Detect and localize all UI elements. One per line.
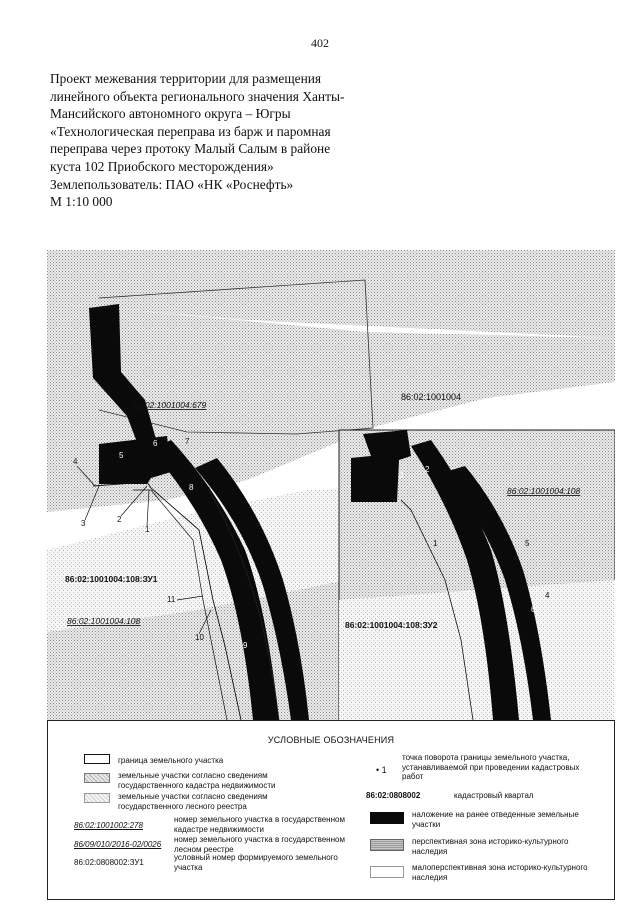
- turn-point-label: 4: [73, 457, 78, 466]
- legend-conditional-text: условный номер формируемого земельного участка: [174, 853, 338, 872]
- legend-gkn-code: 86:02:1001002:278: [74, 821, 143, 830]
- legend-gkn-text: земельные участки согласно сведениям государственного кадастра недвижимости: [118, 771, 276, 790]
- legend-forest-swatch: [84, 793, 110, 803]
- title-line: куста 102 Приобского месторождения»: [50, 158, 274, 174]
- legend-gkn-number-text: номер земельного участка в государственном кадастре недвижимости: [174, 815, 345, 834]
- turn-point-label: 6: [531, 605, 536, 614]
- title-line: «Технологическая переправа из барж и паромная: [50, 123, 331, 139]
- zu2-label: 86:02:1001004:108:ЗУ2: [345, 620, 438, 630]
- legend-quarter-code: 86:02:0808002: [366, 791, 421, 800]
- legend-title: УСЛОВНЫЕ ОБОЗНАЧЕНИЯ: [267, 735, 395, 745]
- turn-point-label: 5: [119, 451, 124, 460]
- legend-gkn-swatch: [84, 773, 110, 783]
- turn-point-label: 5: [525, 539, 530, 548]
- legend-quarter-text: кадастровый квартал: [454, 791, 534, 800]
- title-block: [50, 70, 380, 211]
- inset-band-light: [339, 580, 615, 720]
- turn-point-label: 1: [433, 539, 438, 548]
- turn-point-label: 3: [81, 519, 86, 528]
- turn-point-label: 8: [189, 483, 194, 492]
- legend-perspective-text: перспективная зона историко-культурного наследия: [412, 837, 569, 856]
- map-svg: [47, 250, 615, 720]
- turn-point-label: 9: [243, 641, 248, 650]
- legend-forest-code: 86/09/010/2016-02/0026: [74, 840, 162, 849]
- turn-point-label: 2: [425, 465, 430, 474]
- legend-turn-point-symbol: • 1: [376, 765, 387, 775]
- turn-point-label: 6: [153, 439, 158, 448]
- legend: [47, 720, 615, 900]
- quarter-label: 86:02:1001004: [401, 392, 462, 402]
- legend-forest-text: земельные участки согласно сведениям государственного лесного реестра: [118, 792, 268, 811]
- title-line: Землепользователь: ПАО «НК «Роснефть»: [50, 176, 294, 192]
- title-line: линейного объекта регионального значения Ханты-: [50, 88, 345, 104]
- turn-point-label: 11: [167, 595, 176, 604]
- legend-forest-number-text: номер земельного участка в государственном лесном реестре: [174, 835, 345, 854]
- parcel-label-108-right: 86:02:1001004:108: [507, 486, 581, 496]
- legend-low-perspective-text: малоперспективная зона историко-культурного наследия: [412, 863, 588, 882]
- title-line: М 1:10 000: [50, 194, 113, 210]
- title-line: Мансийского автономного округа – Югры: [50, 106, 291, 122]
- turn-point-label: 7: [185, 437, 190, 446]
- turn-point-label: 2: [117, 515, 122, 524]
- parcel-label-108-left: 86:02:1001004:108: [67, 616, 141, 626]
- turn-point-label: 4: [545, 591, 550, 600]
- legend-turn-point-text: точка поворота границы земельного участка, устанавливаемой при проведении кадастровых работ: [402, 753, 580, 781]
- map: [47, 250, 615, 720]
- legend-overlap-text: наложение на ранее отведенные земельные участки: [412, 810, 579, 829]
- turn-point-label: 1: [145, 525, 150, 534]
- legend-boundary-swatch: [84, 754, 110, 764]
- title-line: переправа через протоку Малый Салым в районе: [50, 141, 331, 157]
- legend-perspective-swatch: [370, 839, 404, 851]
- title-line: Проект межевания территории для размещения: [50, 71, 322, 86]
- legend-boundary-text: граница земельного участка: [118, 756, 224, 765]
- legend-overlap-swatch: [370, 812, 404, 824]
- parcel-label-679: 86:02:1001004:679: [133, 400, 207, 410]
- turn-point-label: 3: [399, 471, 404, 480]
- legend-low-perspective-swatch: [370, 866, 404, 878]
- legend-conditional-code: 86:02:0808002:ЗУ1: [74, 858, 144, 867]
- zu1-label: 86:02:1001004:108:ЗУ1: [65, 574, 158, 584]
- page-number: 402: [311, 36, 329, 50]
- turn-point-label: 10: [195, 633, 204, 642]
